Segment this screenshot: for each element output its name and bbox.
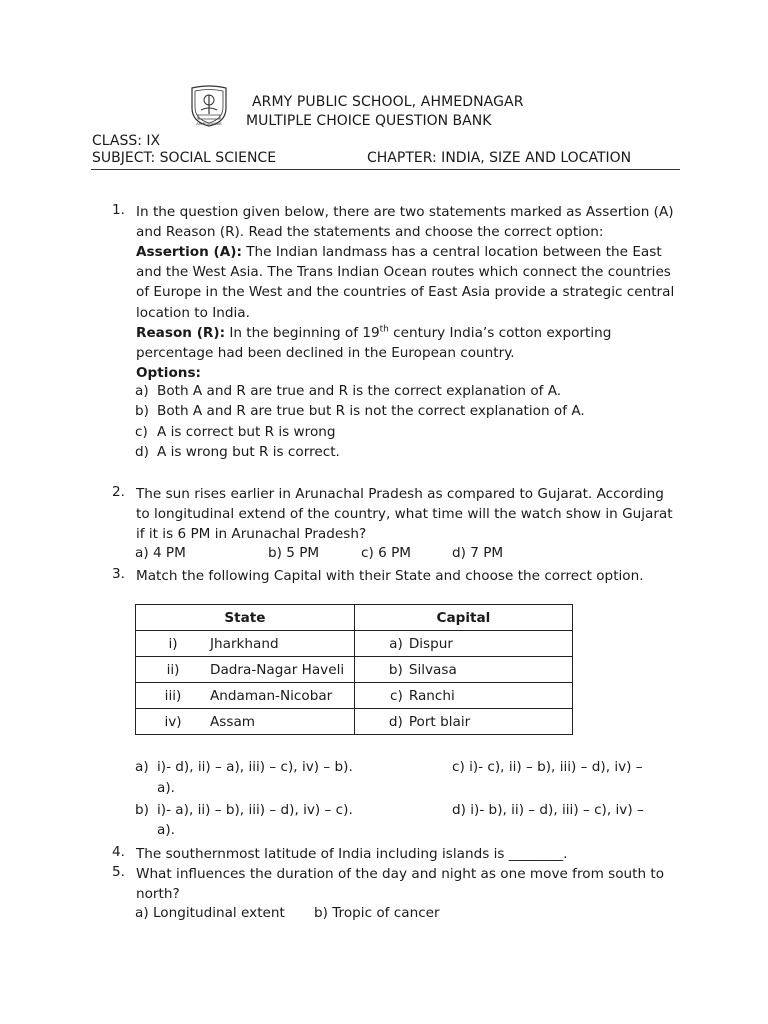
q3-option-b-letter: b) — [135, 802, 149, 818]
q3-option-c-cont: a). — [157, 780, 175, 796]
table-row — [136, 709, 573, 735]
q1-number: 1. — [112, 202, 125, 218]
q3-option-a-text: i)- d), ii) – a), iii) – c), iv) – b). — [157, 759, 353, 775]
school-name: ARMY PUBLIC SCHOOL, AHMEDNAGAR — [252, 94, 524, 110]
q1-intro: In the question given below, there are two statements marked as Assertion (A) and Reason (R). Read the statements and choose the correct option: — [136, 204, 674, 241]
q1-option-a-text: Both A and R are true and R is the correct explanation of A. — [157, 383, 562, 399]
q2-number: 2. — [112, 484, 125, 500]
school-emblem-icon — [186, 84, 232, 128]
q3-option-d-text: d) i)- b), ii) – d), iii) – c), iv) – — [452, 802, 644, 818]
q3-option-d-cont: a). — [157, 822, 175, 838]
table-header-row — [136, 605, 573, 631]
q2-option-d: d) 7 PM — [452, 545, 504, 561]
q4-text: The southernmost latitude of India including islands is ________. — [136, 846, 568, 862]
reason-superscript: th — [379, 324, 389, 335]
q4-number: 4. — [112, 844, 125, 860]
q1-option-d-letter: d) — [135, 444, 149, 460]
capital-name: Dispur — [408, 635, 453, 652]
q5-text: What influences the duration of the day and night as one move from south to north? — [136, 866, 665, 903]
emblem-caption: AHMEDNAGAR — [196, 122, 222, 126]
capital-name: Ranchi — [408, 687, 455, 704]
q1-options-heading — [136, 363, 676, 383]
q2-option-a: a) 4 PM — [135, 545, 186, 561]
capital-letter: b) — [388, 661, 403, 678]
assertion-text: The Indian landmass has a central location between the East and the West Asia. The Trans Indian Ocean routes which connect the countries of Europe in the West and the countries of East Asia provide a strategic central location to India. — [136, 244, 675, 321]
q2-option-c: c) 6 PM — [361, 545, 411, 561]
state-name: Jharkhand — [210, 635, 279, 652]
q3-number: 3. — [112, 566, 125, 582]
table-row — [136, 683, 573, 709]
q5-option-b: b) Tropic of cancer — [314, 905, 440, 921]
header-capital: Capital — [354, 605, 572, 631]
capital-letter: d) — [388, 713, 403, 730]
state-roman: i) — [168, 635, 178, 652]
q1-reason — [136, 323, 676, 363]
assertion-label: Assertion (A): — [136, 244, 242, 260]
options-label: Options: — [136, 365, 201, 381]
q3-option-c-text: c) i)- c), ii) – b), iii) – d), iv) – — [452, 759, 643, 775]
q1-option-c-letter: c) — [135, 424, 148, 440]
table-row — [136, 657, 573, 683]
q1-option-c-text: A is correct but R is wrong — [157, 424, 336, 440]
q5-option-a: a) Longitudinal extent — [135, 905, 285, 921]
q5-number: 5. — [112, 864, 125, 880]
document-title: MULTIPLE CHOICE QUESTION BANK — [246, 113, 492, 129]
state-name: Dadra-Nagar Haveli — [210, 661, 345, 678]
q3-text: Match the following Capital with their State and choose the correct option. — [136, 568, 644, 584]
subject-label: SUBJECT: SOCIAL SCIENCE — [92, 150, 277, 166]
school-header — [186, 84, 666, 136]
capital-name: Silvasa — [408, 661, 457, 678]
q1-option-d-text: A is wrong but R is correct. — [157, 444, 340, 460]
state-roman: iii) — [164, 687, 182, 704]
state-roman: ii) — [166, 661, 180, 678]
match-table — [135, 604, 573, 735]
chapter-label: CHAPTER: INDIA, SIZE AND LOCATION — [367, 150, 632, 166]
q3-option-a-letter: a) — [135, 759, 149, 775]
q3-option-b-text: i)- a), ii) – b), iii) – d), iv) – c). — [157, 802, 353, 818]
q1-option-a-letter: a) — [135, 383, 149, 399]
reason-label: Reason (R): — [136, 325, 226, 341]
capital-letter: a) — [389, 635, 403, 652]
header-divider — [91, 169, 680, 170]
header-state: State — [136, 605, 355, 631]
capital-name: Port blair — [408, 713, 471, 730]
q1-option-b-letter: b) — [135, 403, 149, 419]
state-roman: iv) — [164, 713, 182, 730]
q1-assertion — [136, 242, 676, 323]
state-name: Andaman-Nicobar — [210, 687, 333, 704]
capital-letter: c) — [390, 687, 403, 704]
reason-text-end: century India’s cotton exporting percentage had been declined in the European country. — [136, 325, 612, 362]
class-label: CLASS: IX — [92, 133, 161, 149]
q2-text: The sun rises earlier in Arunachal Pradesh as compared to Gujarat. According to longitudinal extend of the country, what time will the watch show in Gujarat if it is 6 PM in Arunachal Pradesh? — [136, 486, 673, 543]
q2-option-b: b) 5 PM — [268, 545, 320, 561]
table-row — [136, 631, 573, 657]
state-name: Assam — [210, 713, 256, 730]
q1-option-b-text: Both A and R are true but R is not the correct explanation of A. — [157, 403, 585, 419]
reason-text-start: In the beginning of 19 — [225, 325, 380, 341]
